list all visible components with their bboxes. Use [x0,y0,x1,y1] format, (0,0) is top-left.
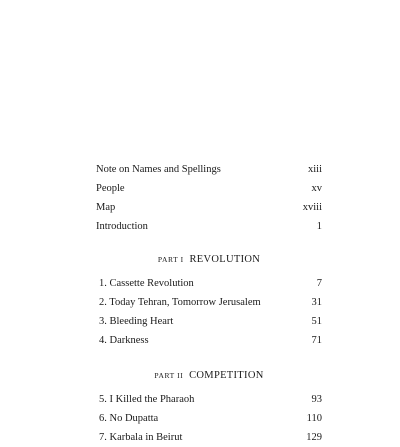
chapter-page: 7 [316,278,322,289]
toc-entry-map[interactable] [96,198,322,217]
toc-entry-introduction[interactable] [96,217,322,236]
toc-entry-page: 1 [316,221,322,232]
chapter-page: 110 [306,413,322,424]
part-heading-competition [96,365,322,385]
chapter-title: 4. Darkness [99,335,149,346]
table-of-contents [96,160,322,443]
part-name: COMPETITION [189,370,264,381]
toc-chapter-3[interactable] [96,312,322,331]
toc-entry-page: xv [311,183,322,194]
toc-entry-title: Map [96,202,116,213]
part-label: PART II [154,371,184,380]
part-label: PART I [157,255,184,264]
chapter-title: 6. No Dupatta [99,413,159,424]
toc-entry-title: Introduction [96,221,148,232]
chapter-page: 71 [311,335,322,346]
toc-chapter-1[interactable] [96,274,322,293]
part-heading-revolution [96,249,322,269]
toc-chapter-7[interactable] [96,428,322,447]
toc-chapter-4[interactable] [96,331,322,350]
toc-entry-page: xiii [307,164,322,175]
toc-chapter-2[interactable] [96,293,322,312]
toc-entry-people[interactable] [96,179,322,198]
toc-entry-note-on-names[interactable] [96,160,322,179]
toc-chapter-6[interactable] [96,409,322,428]
toc-chapter-5[interactable] [96,390,322,409]
chapter-title: 3. Bleeding Heart [99,316,174,327]
chapter-title: 2. Today Tehran, Tomorrow Jerusalem [99,297,261,308]
toc-entry-title: People [96,183,125,194]
toc-entry-title: Note on Names and Spellings [96,164,221,175]
chapter-page: 31 [311,297,322,308]
chapter-title: 1. Cassette Revolution [99,278,194,289]
part-name: REVOLUTION [189,254,261,265]
chapter-page: 129 [306,432,322,443]
chapter-title: 7. Karbala in Beirut [99,432,183,443]
chapter-title: 5. I Killed the Pharaoh [99,394,195,405]
chapter-page: 51 [311,316,322,327]
toc-entry-page: xviii [302,202,322,213]
chapter-page: 93 [311,394,322,405]
